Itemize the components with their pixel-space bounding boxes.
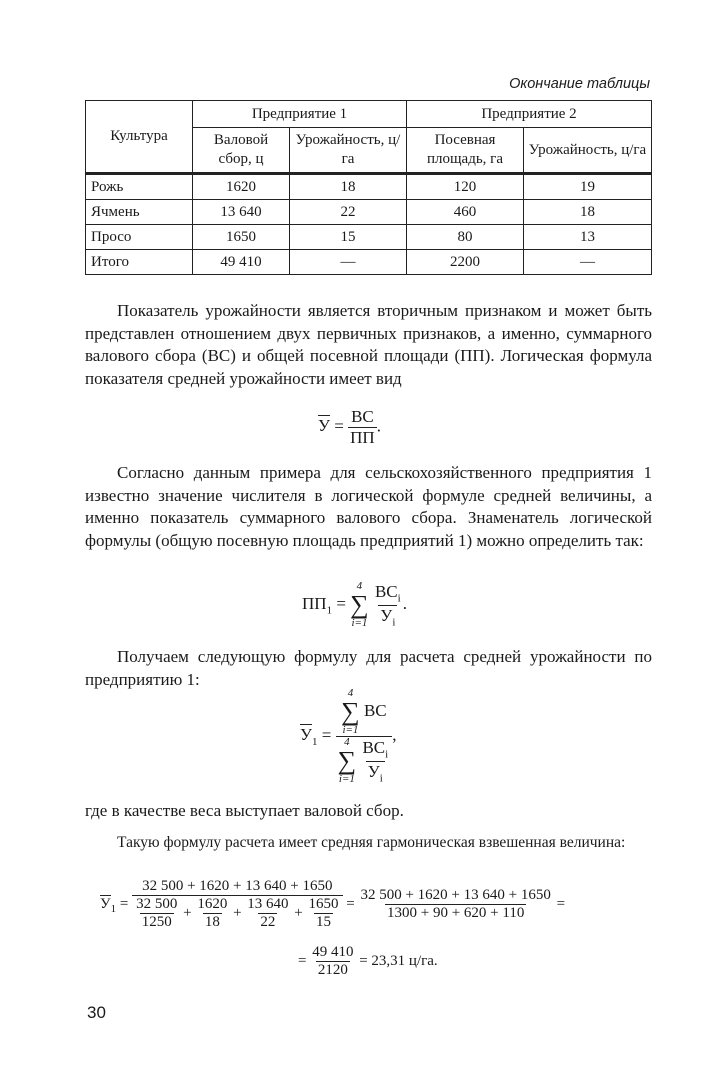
formula-numerator: ВС bbox=[374, 582, 398, 602]
cell-value: 18 bbox=[524, 200, 652, 225]
formula-fraction bbox=[373, 582, 403, 628]
cell-value: 19 bbox=[524, 175, 652, 200]
formula-lhs-sub: 1 bbox=[312, 735, 318, 748]
sum-upper: 4 bbox=[344, 736, 350, 748]
cell-value: 120 bbox=[407, 175, 524, 200]
cell-culture: Рожь bbox=[86, 175, 193, 200]
cell-value: 18 bbox=[290, 175, 407, 200]
formula-denominator-sub: i bbox=[392, 615, 396, 628]
term-numerator: 1620 bbox=[197, 896, 228, 912]
formula-harmonic-mean bbox=[300, 688, 396, 785]
formula-tail: , bbox=[392, 725, 397, 745]
cell-value: 13 bbox=[524, 225, 652, 250]
formula-numerator: ВС bbox=[363, 700, 387, 720]
cell-value: 80 bbox=[407, 225, 524, 250]
inner-numerator: ВС bbox=[362, 738, 386, 758]
cell-culture: Итого bbox=[86, 250, 193, 275]
calc-fraction-1 bbox=[132, 878, 342, 931]
formula-eq: = bbox=[346, 895, 355, 912]
calc-numerator-1: 32 500 + 1620 + 13 640 + 1650 bbox=[142, 878, 333, 894]
formula-eq: = bbox=[336, 593, 346, 613]
table-row-total bbox=[86, 250, 652, 275]
term-numerator: 13 640 bbox=[247, 896, 289, 912]
term-denominator: 18 bbox=[204, 914, 220, 930]
cell-value: 2200 bbox=[407, 250, 524, 275]
paragraph-3 bbox=[85, 646, 652, 691]
paragraph-2 bbox=[85, 462, 652, 552]
formula-denominator: ПП bbox=[350, 428, 375, 447]
formula-average-yield bbox=[318, 407, 381, 448]
formula-eq: = bbox=[119, 895, 129, 912]
sum-symbol: 4 ∑ i=1 bbox=[337, 736, 357, 785]
result-numerator: 49 410 bbox=[312, 944, 354, 960]
formula-total-area bbox=[302, 581, 407, 629]
plus-sign: + bbox=[183, 904, 192, 921]
formula-lhs: У bbox=[100, 895, 111, 912]
formula-eq: = bbox=[298, 952, 307, 969]
cell-value: 49 410 bbox=[193, 250, 290, 275]
paragraph-1-text: Показатель урожайности является вторичным признаком и может быть представлен отношением двух первичных признаков, а именно, суммарного валового сбора (ВС) и общей посевной площади (ПП). Логическая формула показателя средней урожайности имеет вид bbox=[85, 301, 652, 388]
header-gross-yield: Валовой сбор, ц bbox=[193, 128, 290, 174]
formula-result bbox=[298, 944, 438, 979]
paragraph-3-text: Получаем следующую формулу для расчета средней урожайности по предприятию 1: bbox=[85, 647, 652, 689]
paragraph-4-text: где в качестве веса выступает валовой сбор. bbox=[85, 801, 404, 820]
result-denominator: 2120 bbox=[317, 962, 348, 978]
paragraph-5-text: Такую формулу расчета имеет средняя гармоническая взвешенная величина: bbox=[117, 834, 626, 851]
inner-denominator-sub: i bbox=[379, 771, 383, 784]
term-denominator: 22 bbox=[260, 914, 276, 930]
header-enterprise-1: Предприятие 1 bbox=[193, 101, 407, 128]
calc-numerator-2: 32 500 + 1620 + 13 640 + 1650 bbox=[360, 887, 551, 903]
plus-sign: + bbox=[233, 904, 242, 921]
formula-numerator: ВС bbox=[351, 407, 374, 426]
header-productivity-1: Урожайность, ц/га bbox=[290, 128, 407, 174]
cell-value: 22 bbox=[290, 200, 407, 225]
inner-fraction bbox=[360, 738, 390, 784]
page-number: 30 bbox=[87, 1003, 106, 1022]
header-culture: Культура bbox=[86, 101, 193, 174]
formula-lhs: У bbox=[318, 416, 331, 436]
data-table bbox=[85, 100, 652, 275]
header-enterprise-2: Предприятие 2 bbox=[407, 101, 652, 128]
cell-value: 1650 bbox=[193, 225, 290, 250]
sum-lower: i=1 bbox=[338, 773, 355, 785]
term-denominator: 15 bbox=[316, 914, 331, 930]
sum-lower: i=1 bbox=[351, 617, 368, 629]
cell-value: 1620 bbox=[193, 175, 290, 200]
table-caption: Окончание таблицы bbox=[509, 76, 650, 92]
formula-lhs-sub: 1 bbox=[326, 604, 333, 617]
term-numerator: 32 500 bbox=[136, 896, 178, 912]
formula-fraction bbox=[348, 407, 377, 448]
cell-value: — bbox=[524, 250, 652, 275]
result-fraction bbox=[310, 944, 355, 979]
formula-denominator: У bbox=[380, 605, 393, 625]
sum-lower: i=1 bbox=[342, 724, 359, 736]
sum-upper: 4 bbox=[347, 687, 354, 699]
paragraph-5 bbox=[85, 833, 652, 853]
table-row bbox=[86, 175, 652, 200]
inner-numerator-sub: i bbox=[385, 748, 389, 761]
formula-eq: = bbox=[556, 895, 566, 912]
cell-culture: Просо bbox=[86, 225, 193, 250]
header-productivity-2: Урожайность, ц/га bbox=[524, 128, 652, 174]
sum-symbol: 4 ∑ i=1 bbox=[350, 580, 369, 629]
cell-value: 460 bbox=[407, 200, 524, 225]
term-numerator: 1650 bbox=[308, 896, 339, 912]
formula-fraction bbox=[336, 688, 393, 785]
formula-lhs: У bbox=[300, 725, 313, 745]
cell-culture: Ячмень bbox=[86, 200, 193, 225]
sum-symbol: 4 ∑ i=1 bbox=[341, 687, 360, 736]
formula-eq: = bbox=[334, 416, 344, 436]
plus-sign: + bbox=[294, 904, 303, 921]
inner-denominator: У bbox=[367, 761, 380, 781]
formula-lhs-sub: 1 bbox=[110, 902, 117, 915]
formula-calculation bbox=[100, 878, 565, 931]
table-row bbox=[86, 225, 652, 250]
paragraph-1 bbox=[85, 300, 652, 390]
formula-numerator-sub: i bbox=[397, 592, 401, 605]
formula-lhs: ПП bbox=[302, 593, 327, 613]
cell-value: — bbox=[290, 250, 407, 275]
formula-tail: . bbox=[376, 416, 381, 436]
paragraph-2-text: Согласно данным примера для сельскохозяйственного предприятия 1 известно значение числителя в логической формуле средней величины, а именно показатель суммарного валового сбора. Знаменатель логической формулы (общую посевную площадь предприятий 1) можно определить так: bbox=[85, 463, 652, 550]
paragraph-4 bbox=[85, 800, 652, 823]
formula-tail: . bbox=[402, 593, 407, 613]
cell-value: 15 bbox=[290, 225, 407, 250]
header-sown-area: Посевная площадь, га bbox=[407, 128, 524, 174]
calc-fraction-2 bbox=[358, 887, 552, 922]
table-row bbox=[86, 200, 652, 225]
calc-denominator-2: 1300 + 90 + 620 + 110 bbox=[387, 905, 525, 921]
formula-eq: = bbox=[321, 725, 332, 745]
term-denominator: 1250 bbox=[141, 914, 172, 930]
cell-value: 13 640 bbox=[193, 200, 290, 225]
sum-upper: 4 bbox=[356, 580, 363, 592]
result-value: = 23,31 ц/га. bbox=[359, 952, 438, 969]
